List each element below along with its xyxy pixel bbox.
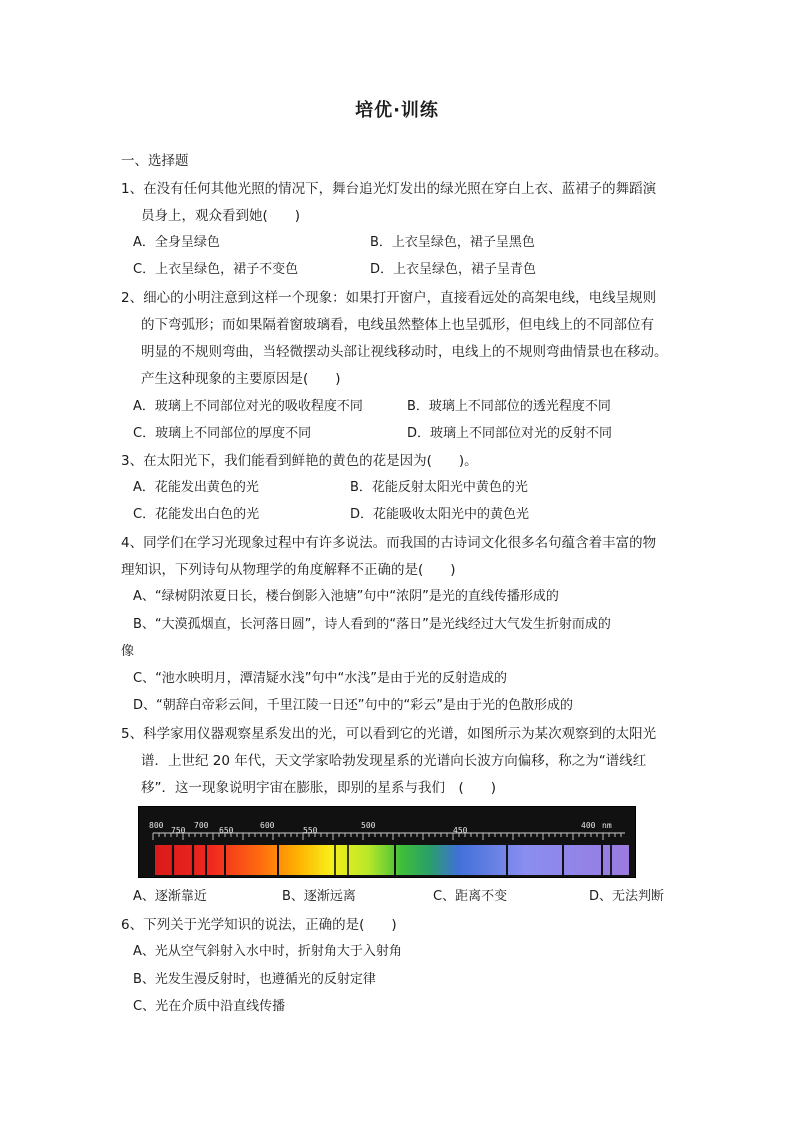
question-2-text-cont: 明显的不规则弯曲，当轻微摆动头部让视线移动时，电线上的不规则弯曲情景也在移动。: [141, 344, 668, 360]
q4-option-b-cont: 像: [121, 644, 135, 659]
page-title: 培优·训练: [355, 100, 439, 121]
q6-option-c: C、光在介质中沿直线传播: [133, 999, 286, 1014]
tick-label-550: 550: [303, 826, 318, 835]
question-1-text-cont: 员身上，观众看到她( ): [141, 208, 301, 224]
question-2-text: 2、细心的小明注意到这样一个现象：如果打开窗户，直接看远处的高架电线，电线呈规则: [121, 290, 657, 306]
question-1-text: 1、在没有任何其他光照的情况下，舞台追光灯发出的绿光照在穿白上衣、蓝裙子的舞蹈演: [121, 181, 657, 197]
question-5-text-cont: 移”．这一现象说明宇宙在膨胀，即别的星系与我们 ( ): [141, 780, 497, 796]
q1-option-c: C．上衣呈绿色，裙子不变色: [133, 262, 299, 277]
question-4-text-cont: 理知识，下列诗句从物理学的角度解释不正确的是( ): [121, 562, 456, 578]
q2-option-c: C．玻璃上不同部位的厚度不同: [133, 426, 312, 441]
spectrum-band: [155, 845, 629, 875]
tick-label-500: 500: [361, 821, 376, 830]
q6-option-b: B、光发生漫反射时，也遵循光的反射定律: [133, 972, 376, 987]
tick-label-600: 600: [260, 821, 275, 830]
tick-label-unit: nm: [602, 821, 612, 830]
section-heading: 一、选择题: [121, 153, 189, 169]
q4-option-a: A、“绿树阴浓夏日长，楼台倒影入池塘”句中“浓阴”是光的直线传播形成的: [133, 589, 559, 604]
question-5-text: 5、科学家用仪器观察星系发出的光，可以看到它的光谱，如图所示为某次观察到的太阳光: [121, 726, 657, 742]
question-5-text-cont: 谱．上世纪 20 年代，天文学家哈勃发现星系的光谱向长波方向偏移，称之为“谱线红: [141, 753, 647, 769]
q5-option-c: C、距离不变: [433, 889, 508, 904]
question-2-text-cont: 产生这种现象的主要原因是( ): [141, 371, 341, 387]
tick-label-700: 700: [194, 821, 209, 830]
question-3-text: 3、在太阳光下，我们能看到鲜艳的黄色的花是因为( )。: [121, 453, 478, 469]
q5-option-a: A、逐渐靠近: [133, 889, 207, 904]
q2-option-d: D．玻璃上不同部位对光的反射不同: [407, 426, 613, 441]
q3-option-c: C．花能发出白色的光: [133, 507, 260, 522]
q1-option-a: A．全身呈绿色: [133, 235, 220, 250]
question-2-text-cont: 的下弯弧形；而如果隔着窗玻璃看，电线虽然整体上也呈弧形，但电线上的不同部位有: [141, 317, 654, 333]
q4-option-b: B、“大漠孤烟直，长河落日圆”，诗人看到的“落日”是光线经过大气发生折射而成的: [133, 617, 611, 632]
q6-option-a: A、光从空气斜射入水中时，折射角大于入射角: [133, 944, 402, 959]
q5-option-d: D、无法判断: [589, 889, 665, 904]
q4-option-c: C、“池水映明月，潭清疑水浅”句中“水浅”是由于光的反射造成的: [133, 671, 508, 686]
q3-option-d: D．花能吸收太阳光中的黄色光: [350, 507, 530, 522]
tick-label-650: 650: [219, 826, 234, 835]
q4-option-d: D、“朝辞白帝彩云间，千里江陵一日还”句中的“彩云”是由于光的色散形成的: [133, 698, 573, 713]
q2-option-b: B．玻璃上不同部位的透光程度不同: [407, 399, 611, 414]
q3-option-a: A．花能发出黄色的光: [133, 480, 259, 495]
question-4-text: 4、同学们在学习光现象过程中有许多说法。而我国的古诗词文化很多名句蕴含着丰富的物: [121, 535, 657, 551]
q3-option-b: B．花能反射太阳光中黄色的光: [350, 480, 528, 495]
tick-label-400: 400: [581, 821, 596, 830]
q1-option-b: B．上衣呈绿色，裙子呈黑色: [370, 235, 535, 250]
q1-option-d: D．上衣呈绿色，裙子呈青色: [370, 262, 537, 277]
spectrum-image: [139, 807, 635, 877]
tick-label-800: 800: [149, 821, 164, 830]
tick-label-450: 450: [453, 826, 468, 835]
tick-label-750: 750: [171, 826, 186, 835]
solar-spectrum-figure: [138, 806, 636, 878]
question-6-text: 6、下列关于光学知识的说法，正确的是( ): [121, 917, 397, 933]
q5-option-b: B、逐渐远离: [282, 889, 356, 904]
q2-option-a: A．玻璃上不同部位对光的吸收程度不同: [133, 399, 363, 414]
